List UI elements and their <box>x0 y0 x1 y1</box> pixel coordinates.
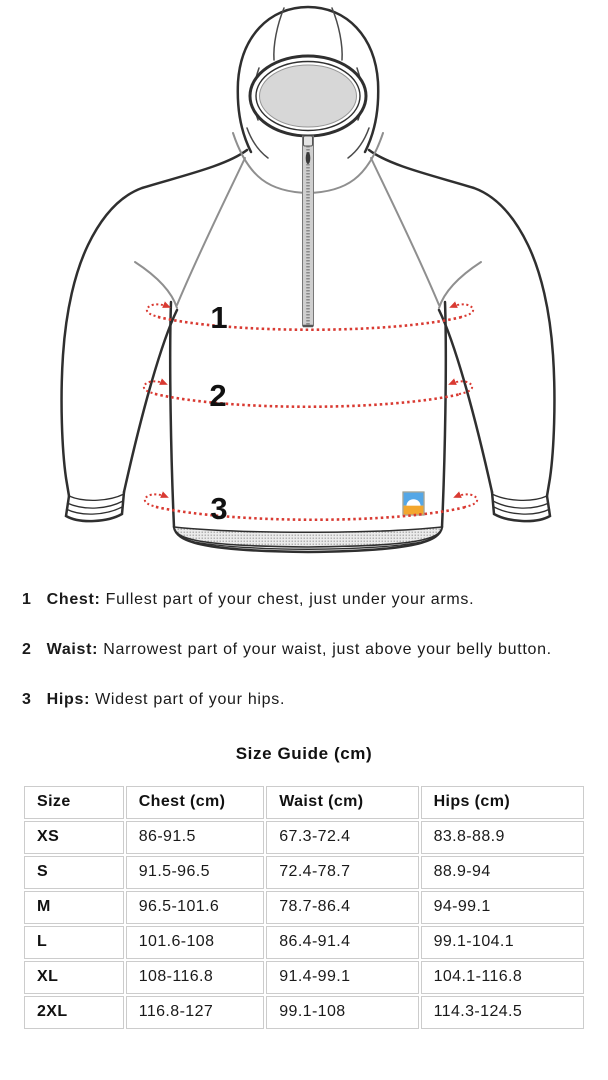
size-cell: XS <box>24 821 124 854</box>
chest-line-number: 1 <box>210 300 228 335</box>
waist-line-number: 2 <box>209 378 227 413</box>
table-row <box>24 891 584 924</box>
size-cell: L <box>24 926 124 959</box>
hips-instruction <box>22 688 586 711</box>
chest-instruction-text: Fullest part of your chest, just under your arms. <box>105 591 475 608</box>
zipper-slider <box>304 136 313 146</box>
zipper-pull <box>306 152 311 164</box>
table-row <box>24 961 584 994</box>
right-sleeve-outer <box>369 150 554 496</box>
size-guide-table <box>22 784 586 1031</box>
column-header-hips: Hips (cm) <box>421 786 584 819</box>
waist-measure-line <box>144 381 472 406</box>
table-row <box>24 926 584 959</box>
hips-cell: 104.1-116.8 <box>421 961 584 994</box>
waist-instruction-label: Waist: <box>46 641 99 659</box>
hips-cell: 94-99.1 <box>421 891 584 924</box>
left-body-side <box>170 302 174 527</box>
chest-cell: 101.6-108 <box>126 926 265 959</box>
column-header-chest: Chest (cm) <box>126 786 265 819</box>
hips-cell: 114.3-124.5 <box>421 996 584 1029</box>
chest-instruction-number: 1 <box>22 591 32 608</box>
hips-cell: 88.9-94 <box>421 856 584 889</box>
table-row <box>24 996 584 1029</box>
table-row <box>24 821 584 854</box>
measurement-lines <box>144 304 477 519</box>
chest-cell: 91.5-96.5 <box>126 856 265 889</box>
right-raglan-seam <box>371 158 439 305</box>
right-cuff <box>492 492 550 521</box>
half-zip <box>303 136 314 326</box>
waist-instruction <box>22 638 586 661</box>
brand-logo-patch <box>403 492 424 515</box>
column-header-waist: Waist (cm) <box>266 786 418 819</box>
waist-cell: 86.4-91.4 <box>266 926 418 959</box>
logo-ground <box>404 506 424 515</box>
chest-instruction-label: Chest: <box>46 591 101 608</box>
waist-cell: 72.4-78.7 <box>266 856 418 889</box>
chest-cell: 96.5-101.6 <box>126 891 265 924</box>
hips-line-number: 3 <box>210 491 228 526</box>
size-cell: M <box>24 891 124 924</box>
chest-cell: 86-91.5 <box>126 821 265 854</box>
waist-instruction-text: Narrowest part of your waist, just above your belly button. <box>103 641 552 659</box>
waist-cell: 99.1-108 <box>266 996 418 1029</box>
table-header-row <box>24 786 584 819</box>
waist-cell: 67.3-72.4 <box>266 821 418 854</box>
neck-crease-right <box>348 128 369 158</box>
chest-cell: 116.8-127 <box>126 996 265 1029</box>
left-cuff <box>66 492 124 521</box>
size-cell: XL <box>24 961 124 994</box>
column-header-size: Size <box>24 786 124 819</box>
hips-instruction-number: 3 <box>22 691 32 709</box>
chest-instruction <box>22 588 586 611</box>
hips-cell: 83.8-88.9 <box>421 821 584 854</box>
waist-instruction-number: 2 <box>22 641 32 659</box>
size-guide-title: Size Guide (cm) <box>235 743 373 763</box>
cuff-ribbing <box>66 494 550 514</box>
hood-face-opening <box>250 56 366 136</box>
table-row <box>24 856 584 889</box>
waist-cell: 78.7-86.4 <box>266 891 418 924</box>
neck-crease-left <box>247 128 268 158</box>
hips-measure-line <box>145 494 477 519</box>
hips-instruction-text: Widest part of your hips. <box>95 691 286 709</box>
size-guide-section <box>0 744 608 1045</box>
measurement-instructions <box>0 588 608 712</box>
size-cell: S <box>24 856 124 889</box>
chest-cell: 108-116.8 <box>126 961 265 994</box>
left-raglan-seam <box>177 158 245 305</box>
hips-instruction-label: Hips: <box>46 691 91 709</box>
size-cell: 2XL <box>24 996 124 1029</box>
right-body-side <box>442 302 446 527</box>
waist-cell: 91.4-99.1 <box>266 961 418 994</box>
hips-cell: 99.1-104.1 <box>421 926 584 959</box>
